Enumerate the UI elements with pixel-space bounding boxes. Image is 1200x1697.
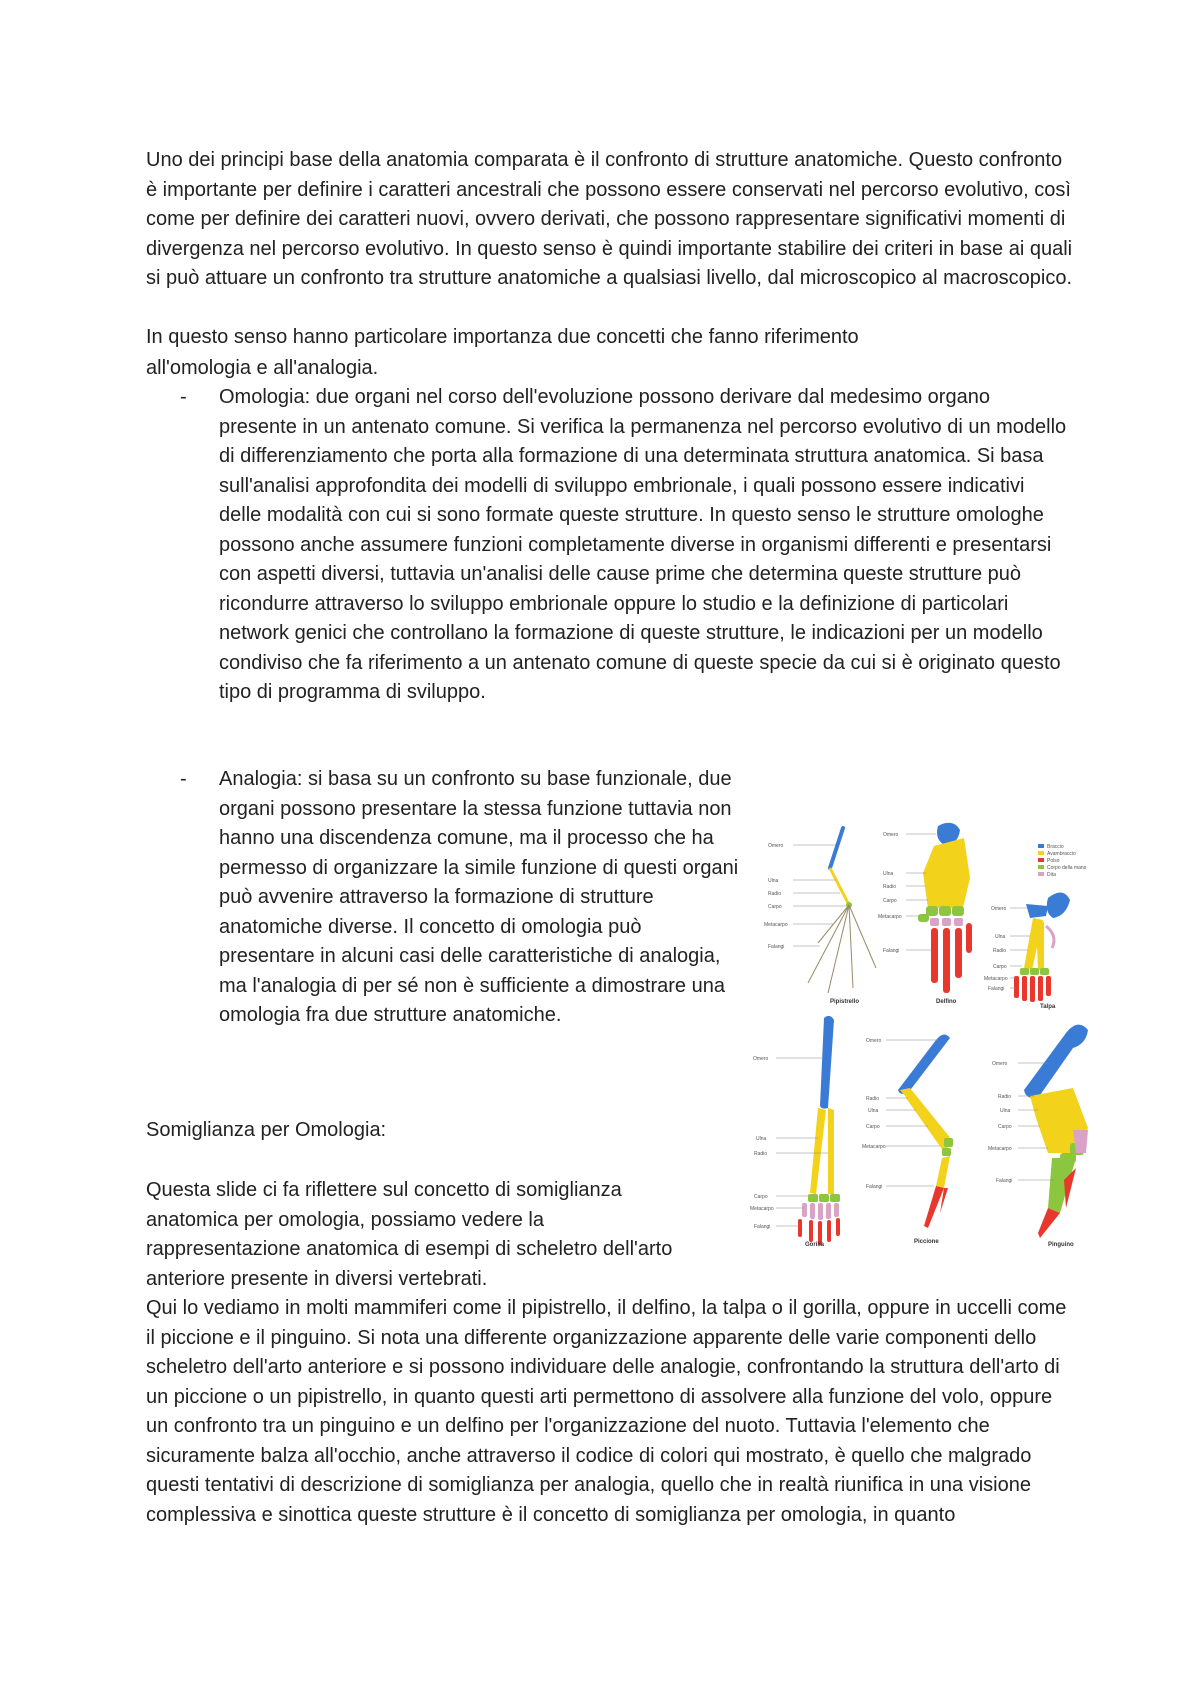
penguin-label: Ulna <box>1000 1108 1011 1114</box>
color-legend <box>1038 844 1087 878</box>
mole-label: Carpo <box>993 964 1007 970</box>
pigeon-caption: Piccione <box>914 1239 939 1245</box>
section-paragraph-2: Qui lo vediamo in molti mammiferi come il pipistrello, il delfino, la talpa o il gorilla, oppure in uccelli come il piccione e il pinguino. Si nota una differente organizzazione apparente delle varie componenti dello scheletro dell'arto anteriore e si possono individuare delle analogie, confrontando la struttura dell'arto di un piccione o un pipistrello, in quanto questi arti permettono di assolvere alla funzione del volo, oppure un confronto tra un pinguino e un delfino per l'organizzazione del nuoto. Tuttavia l'elemento che sicuramente balza all'occhio, anche attraverso il codice di colori qui mostrato, è quello che malgrado questi tentativi di descrizione di somiglianza per analogia, quello che in realtà riunifica in una visione complessiva e sinottica queste strutture è il concetto di somiglianza per omologia, in quanto <box>146 1297 1067 1526</box>
mole-label: Ulna <box>995 934 1006 940</box>
forelimb-skeleton-figure <box>748 808 1128 1248</box>
legend-label: Avambraccio <box>1047 851 1076 857</box>
list-item-text: Analogia: si basa su un confronto su base funzionale, due organi possono presentare la stessa funzione tuttavia non hanno una discendenza comune, ma il processo che ha permesso di organizzare la simile funzione di questi organi può avvenire attraverso la formazione di strutture anatomiche diverse. Il concetto di omologia può presentare in alcuni casi delle caratteristiche di analogia, ma l'analogia di per sé non è sufficiente a dimostrare una omologia fra due strutture anatomiche. <box>219 768 739 1026</box>
gorilla-label: Metacarpo <box>750 1206 774 1212</box>
bat-label: Ulna <box>768 878 779 884</box>
dolphin-label: Metacarpo <box>878 914 902 920</box>
gorilla-label: Radio <box>754 1151 768 1157</box>
intro-paragraph: Uno dei principi base della anatomia comparata è il confronto di strutture anatomiche. Questo confronto è importante per definire i caratteri ancestrali che possono essere conservati nel percorso evolutivo, così come per definire dei caratteri nuovi, ovvero derivati, che possono rappresentare significativi momenti di divergenza nel percorso evolutivo. In questo senso è quindi importante stabilire dei criteri in base ai quali si può attuare un confronto tra strutture anatomiche a qualsiasi livello, dal microscopico al macroscopico. <box>146 149 1073 289</box>
intro-paragraph-2: In questo senso hanno particolare importanza due concetti che fanno riferimento <box>146 326 859 348</box>
mole-label: Metacarpo <box>984 976 1008 982</box>
gorilla-caption: Gorilla <box>805 1242 825 1248</box>
dolphin-label: Carpo <box>883 898 897 904</box>
mole-label: Falangi <box>988 986 1005 992</box>
legend-label: Polso <box>1047 858 1060 864</box>
section-paragraph: Questa slide ci fa riflettere sul concetto di somiglianza anatomica per omologia, possiamo vedere la rappresentazione anatomica di esempi di scheletro dell'arto anteriore presente in diversi vertebrati. <box>146 1179 673 1290</box>
list-bullet: - <box>180 768 187 790</box>
gorilla-label: Falangi <box>754 1224 771 1230</box>
mole-label: Omero <box>991 906 1007 912</box>
mole-label: Radio <box>993 948 1007 954</box>
pigeon-forelimb <box>862 1034 953 1245</box>
dolphin-label: Omero <box>883 832 899 838</box>
dolphin-forelimb <box>878 823 972 1005</box>
penguin-label: Radio <box>998 1094 1012 1100</box>
penguin-forelimb <box>988 1025 1088 1248</box>
bat-label: Falangi <box>768 944 785 950</box>
penguin-caption: Pinguino <box>1048 1242 1074 1248</box>
pigeon-label: Carpo <box>866 1124 880 1130</box>
pigeon-label: Metacarpo <box>862 1144 886 1150</box>
section-heading: Somiglianza per Omologia: <box>146 1119 387 1141</box>
bat-label: Carpo <box>768 904 782 910</box>
legend-label: Dita <box>1047 872 1056 878</box>
pigeon-label: Radio <box>866 1096 880 1102</box>
penguin-label: Metacarpo <box>988 1146 1012 1152</box>
bat-caption: Pipistrello <box>830 999 860 1005</box>
pigeon-label: Ulna <box>868 1108 879 1114</box>
intro-paragraph-3: all'omologia e all'analogia. <box>146 357 379 379</box>
dolphin-label: Falangi <box>883 948 900 954</box>
dolphin-caption: Delfino <box>936 999 957 1005</box>
bat-label: Metacarpo <box>764 922 788 928</box>
penguin-label: Carpo <box>998 1124 1012 1130</box>
legend-label: Corpo della mano <box>1047 865 1087 871</box>
bat-label: Omero <box>768 843 784 849</box>
penguin-label: Omero <box>992 1061 1008 1067</box>
penguin-label: Falangi <box>996 1178 1013 1184</box>
gorilla-forelimb <box>750 1016 840 1248</box>
mole-caption: Talpa <box>1040 1004 1056 1010</box>
bat-forelimb <box>764 828 876 1005</box>
dolphin-label: Radio <box>883 884 897 890</box>
gorilla-label: Ulna <box>756 1136 767 1142</box>
mole-forelimb <box>984 892 1070 1010</box>
list-bullet: - <box>180 386 187 408</box>
pigeon-label: Falangi <box>866 1184 883 1190</box>
forelimb-skeleton-diagram <box>748 808 1128 1248</box>
pigeon-label: Omero <box>866 1038 882 1044</box>
legend-label: Braccio <box>1047 844 1064 850</box>
bat-label: Radio <box>768 891 782 897</box>
gorilla-label: Omero <box>753 1056 769 1062</box>
gorilla-label: Carpo <box>754 1194 768 1200</box>
dolphin-label: Ulna <box>883 871 894 877</box>
list-item-text: Omologia: due organi nel corso dell'evoluzione possono derivare dal medesimo organo presente in un antenato comune. Si verifica la permanenza nel percorso evolutivo di un modello di differenziamento che porta alla formazione di una determinata struttura anatomica. Si basa sull'analisi approfondita dei modelli di sviluppo embrionale, i quali possono essere indicativi delle modalità con cui si sono formate queste strutture. In questo senso le strutture omologhe possono anche assumere funzioni completamente diverse in organismi differenti e presentarsi con aspetti diversi, tuttavia un'analisi delle cause prime che determina queste strutture può ricondurre attraverso lo sviluppo embrionale oppure lo studio e la definizione di particolari network genici che controllano la formazione di queste strutture, le indicazioni per un modello condiviso che fa riferimento a un antenato comune di queste specie da cui si è originato questo tipo di programma di sviluppo. <box>219 386 1067 703</box>
